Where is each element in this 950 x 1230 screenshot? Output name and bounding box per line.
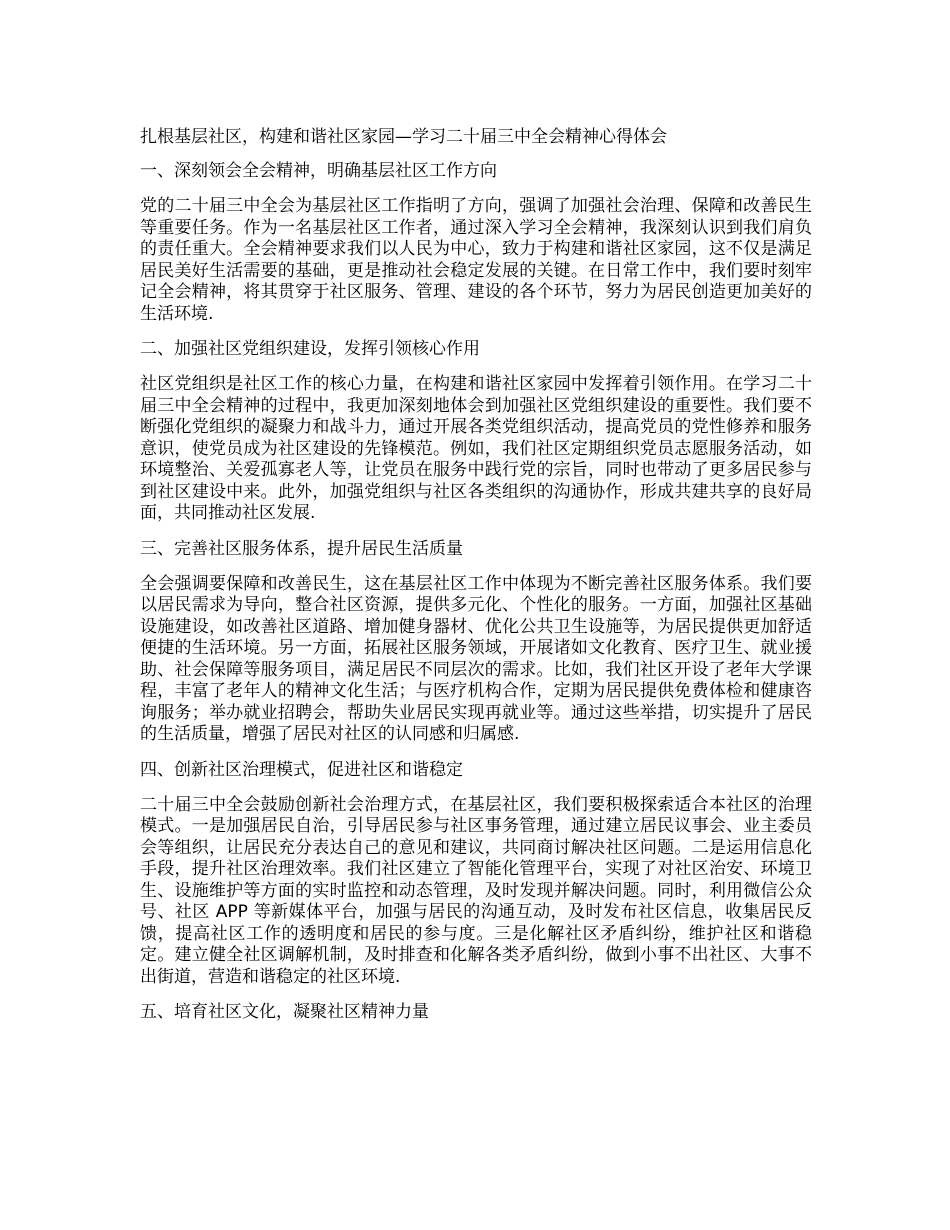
section-heading: 五、培育社区文化，凝聚社区精神力量 (140, 1002, 429, 1022)
section-3 (140, 538, 812, 746)
section-heading: 三、完善社区服务体系，提升居民生活质量 (140, 538, 463, 559)
document-title: 扎根基层社区，构建和谐社区家园—学习二十届三中全会精神心得体会 (140, 127, 667, 147)
document-page (140, 126, 812, 1037)
section-heading: 一、深刻领会全会精神，明确基层社区工作方向 (140, 161, 497, 181)
section-paragraph: 党的二十届三中全会为基层社区工作指明了方向，强调了加强社会治理、保障和改善民生等重要任务。作为一名基层社区工作者，通过深入学习全会精神，我深刻认识到我们肩负的责任重大。全会精神要求我们以人民为中心，致力于构建和谐社区家园，这不仅是满足居民美好生活需要的基础，更是推动社会稳定发展的关键。在日常工作中，我们要时刻牢记全会精神，将其贯穿于社区服务、管理、建设的各个环节，努力为居民创造更加美好的生活环境. (140, 196, 812, 324)
section-paragraph: 社区党组织是社区工作的核心力量，在构建和谐社区家园中发挥着引领作用。在学习二十届三中全会精神的过程中，我更加深刻地体会到加强社区党组织建设的重要性。我们要不断强化党组织的凝聚力和战斗力，通过开展各类党组织活动，提高党员的党性修养和服务意识，使党员成为社区建设的先锋模范。例如，我们社区定期组织党员志愿服务活动，如环境整治、关爱孤寡老人等，让党员在服务中践行党的宗旨，同时也带动了更多居民参与到社区建设中来。此外，加强党组织与社区各类组织的沟通协作，形成共建共享的良好局面，共同推动社区发展. (140, 374, 812, 523)
section-5 (140, 1001, 812, 1023)
section-heading: 四、创新社区治理模式，促进社区和谐稳定 (140, 759, 463, 780)
section-paragraph: 全会强调要保障和改善民生，这在基层社区工作中体现为不断完善社区服务体系。我们要以居民需求为导向，整合社区资源，提供多元化、个性化的服务。一方面，加强社区基础设施建设，如改善社区道路、增加健身器材、优化公共卫生设施等，为居民提供更加舒适便捷的生活环境。另一方面，拓展社区服务领域，开展诸如文化教育、医疗卫生、就业援助、社会保障等服务项目，满足居民不同层次的需求。比如，我们社区开设了老年大学课程，丰富了老年人的精神文化生活；与医疗机构合作，定期为居民提供免费体检和健康咨询服务；举办就业招聘会，帮助失业居民实现再就业等。通过这些举措，切实提升了居民的生活质量，增强了居民对社区的认同感和归属感. (140, 573, 812, 744)
section-4 (140, 759, 812, 989)
section-1 (140, 160, 812, 325)
section-heading: 二、加强社区党组织建设，发挥引领核心作用 (140, 339, 480, 359)
section-paragraph: 二十届三中全会鼓励创新社会治理方式，在基层社区，我们要积极探索适合本社区的治理模式。一是加强居民自治，引导居民参与社区事务管理，通过建立居民议事会、业主委员会等组织，让居民充分表达自己的意见和建议，共同商讨解决社区问题。二是运用信息化手段，提升社区治理效率。我们社区建立了智能化管理平台，实现了对社区治安、环境卫生、设施维护等方面的实时监控和动态管理，及时发现并解决问题。同时，利用微信公众号、社区 APP 等新媒体平台，加强与居民的沟通互动，及时发布社区信息，收集居民反馈，提高社区工作的透明度和居民的参与度。三是化解社区矛盾纠纷，维护社区和谐稳定。建立健全社区调解机制，及时排查和化解各类矛盾纠纷，做到小事不出社区、大事不出街道，营造和谐稳定的社区环境. (140, 794, 812, 987)
section-2 (140, 338, 812, 525)
